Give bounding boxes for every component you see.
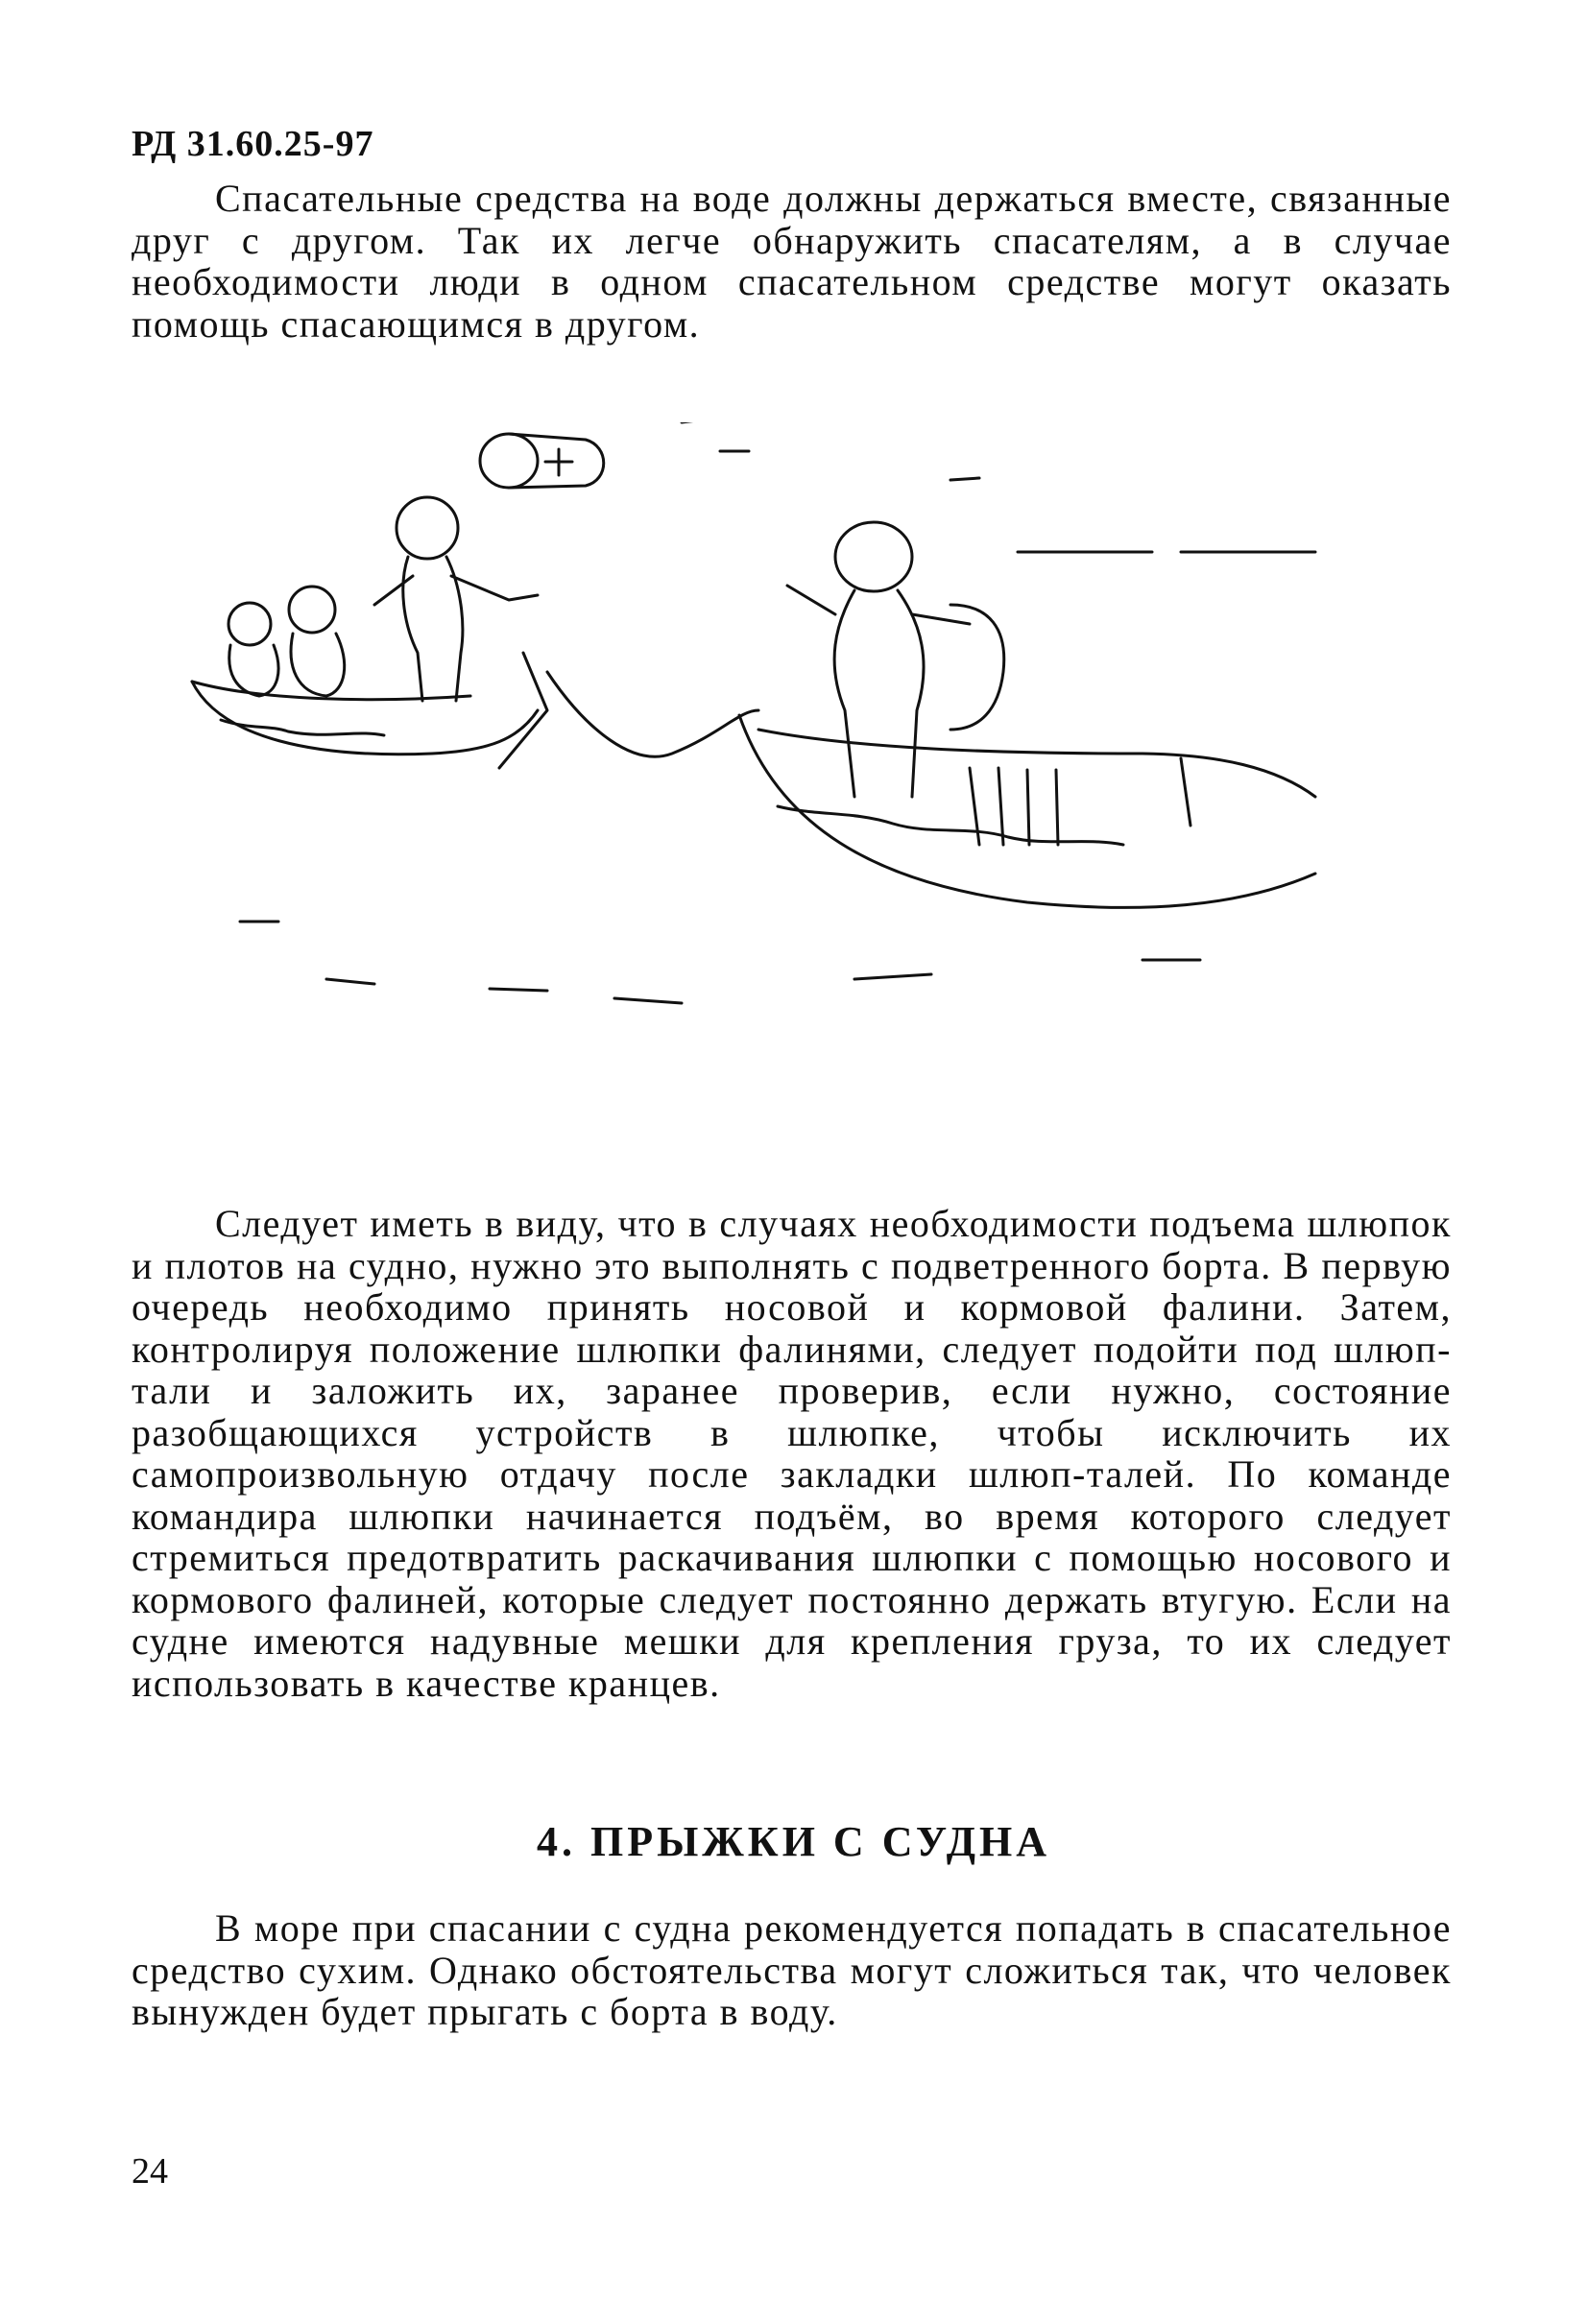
page-number: 24	[132, 2151, 168, 2192]
lifeboats-drawing	[182, 422, 1383, 1094]
section-heading: 4. ПРЫЖКИ С СУДНА	[536, 1818, 1051, 1865]
paragraph-life-saving-together: Спасательные средства на воде должны держаться вместе, связанные друг с другом. Так их легче обнаружить спасателям, а в случае необходимости люди в одном спасательном средстве могут оказать помощь спасающимся в другом.	[132, 177, 1452, 346]
paragraph-lifting-boats: Следует иметь в виду, что в случаях необходимости подъема шлюпок и плотов на судно, нужно это выполнять с подветренного борта. В первую очередь необходимо принять носовой и кормовой фалини. Затем, контролируя положение шлюпки фалинями, следует подойти под шлюп-тали и заложить их, заранее проверив, если нужно, состояние разобщающихся устройств в шлюпке, чтобы исключить их самопроизвольную отдачу после закладки шлюп-талей. По команде командира шлюпки начинается подъём, во время которого следует стремиться предотвратить раскачивания шлюпки с помощью носового и кормового фалиней, которые следует постоянно держать втугую. Если на судне имеются надувные мешки для крепления груза, то их следует использовать в качестве кранцев.	[132, 1202, 1452, 1705]
document-code: РД 31.60.25-97	[132, 124, 374, 164]
illustration-two-lifeboats	[182, 422, 1383, 1094]
paragraph-jumping-from-ship: В море при спасании с судна рекомендуется попадать в спасательное средство сухим. Однако обстоятельства могут сложиться так, что человек вынужден будет прыгать с борта в воду.	[132, 1906, 1452, 2033]
